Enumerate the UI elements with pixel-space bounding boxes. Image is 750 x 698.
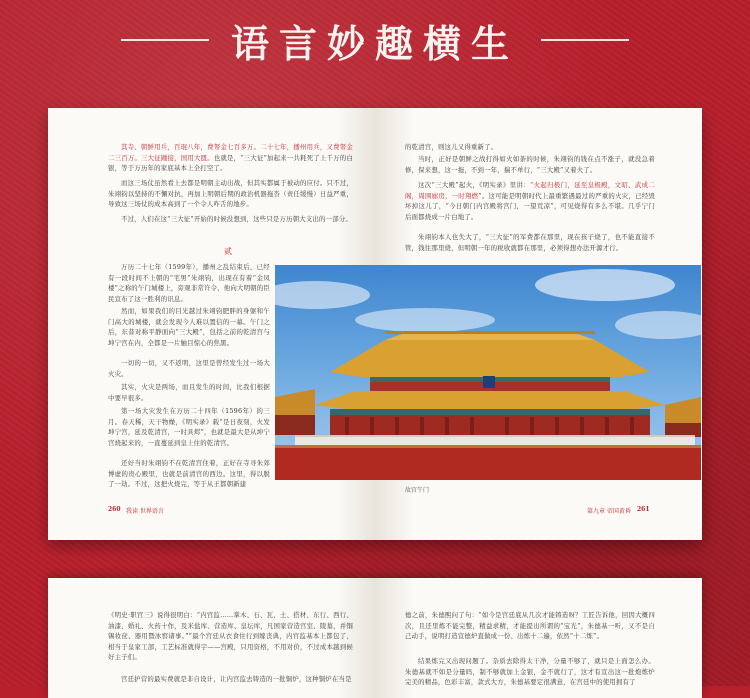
section-number: 贰 — [224, 247, 232, 256]
meridian-gate-photo — [275, 265, 701, 480]
header — [0, 10, 750, 70]
header-right-rule — [541, 39, 629, 41]
paragraph: 朱翊钧本人也失大了，“三大征”的军费都在那里，现在孩子烧了，也不能直接不管，钱往那里烧，但明朝一年的税收就都在那里，必须得想办法开源才行。 — [405, 233, 655, 252]
book-spread-2 — [48, 578, 702, 698]
paragraph: 德之前，朱德熙问了句：“如今是宫廷底从几次才能铸造呀？工匠告诉他，回因大概四次，且还里炼不能完整，精益求精，才能提出所谓的“宝光”，朱德基一听，又不是自己动手，说明打造宣德炉直做成一份、出炼十二遍，依然“十二炼”。 — [405, 611, 655, 641]
paragraph — [108, 142, 353, 174]
running-footer: 我读 世界语言 — [126, 508, 164, 515]
paragraph: 不过，人们在这“三大征”开始的时候没想到，这些只是万历朝大支出的一部分。 — [121, 215, 353, 223]
paragraph-text: 。这可能是明朝时代上最重繁遇最过的严重的火灾，已经毁坏掉这儿了，“今日朝门内宫殿将宫门，一望荒凉”，可见烧得有多么不堪。几乎宁门后面都烧成一片白地了。 — [405, 191, 655, 221]
paragraph — [405, 180, 655, 222]
paragraph: 结果炼完又出现问题了。杂质去除得太干净，分量不够了，就只是上面怎么办。朱德基就不如是分量吗，制不够就加上金银，金不就行了，这才有宣出这一批炮炼炉完美的精品，色彩丰富，款式大方，朱德基要定很满意，在宫廷中的使用拥有了 — [405, 657, 655, 687]
paragraph: 的乾清宫，则这儿又得重新了。 — [405, 143, 498, 151]
palace-illustration — [275, 265, 701, 480]
header-left-rule — [121, 39, 209, 41]
paragraph: 万历二十七年（1599年），播州之乱结束后，已经有一段时间不上朝的“宅男”朱翊钧，出现在有着“金凤楼”之称的午门城楼上，旁观非常许令、他向大明朝的臣民宣布了这一胜利的讯息。 — [108, 263, 270, 303]
paragraph: 一切的一切，又不返明，这里是曾经发生过一场大火灾。 — [108, 359, 270, 378]
paragraph: 《明史·职官三》说得很明白：“内官监……掌木、石、瓦、土、搭材、东行、西行、油漆、婚礼、火药十作，及米盐库、营造库、皇坛库，凡国家营造宫室、陵墓，并铜锡妆奁、器用暨冰窖诸事。””最个宫廷从衣食住行到嫁丧典，内官监基本上都包了，相当于皇家工部，工艺标准就得宇——宫殿，只用资格，不用对价，不过成本越到候好主子们。 — [108, 611, 353, 662]
paragraph: 还好当时朱翊钧不在乾清宫住着，正好在寺寻朱郊博虚的贵心殿里，也就是前清宫的西边。这里，得以脱了一劫。不过，这把火烧完，等于从王都朝新建 — [108, 459, 270, 489]
paragraph: 其实，火灾是两场，而且发生的时间，比我们根据中要早很多。 — [108, 383, 270, 402]
paragraph: 宫廷护营的最实费就是非自设计，让内宫监去铸造的一批铜炉，这种铜炉在当是 — [121, 675, 352, 683]
quote-red: “火起归极门，延至皇极殿，文昭、武成二阁，周围廊房，一时翔燃” — [405, 181, 655, 200]
page-number: 260 — [108, 506, 121, 513]
page-title: 语言妙趣横生 — [230, 21, 519, 66]
left-page — [48, 578, 375, 698]
paragraph: 而这三场仗虽然看上去都是明朝主动出战，但其实都属于被动的应付。只不过，朱翊钧以坚持的不懈对抗，再加上明朝后期的政治机器拖沓（责任缓慢）日益严重，导致这三场仗的成本高到了一个令人咋舌的地步。 — [108, 179, 353, 209]
paragraph: 当时，正好是朝鲜之战打得如火如荼的时候，朱翊钧的钱在点不涨子，就没急着修，保来想，这一拖，不到一年，揣不单行，“三大殿”又着火了。 — [405, 155, 655, 174]
paragraph-text: 这次“三大殿”起火，《明实录》里讲： — [418, 181, 531, 189]
paragraph: 然而，如果我们的目光越过朱翊钧肥胖的身躯和午门高大的城楼，就会发现今人难以置信的一幕。午门之后，东昔对称平静面向“三大殿”，包括之前的乾清宫与坤宁宫在内，全都是一片触目惊心的焦黑。 — [108, 307, 270, 347]
photo-caption: 故宫午门 — [405, 487, 430, 494]
page-number: 261 — [637, 506, 650, 513]
paragraph-text: 也就是，“三大征”加起来一共耗死了上千万的白银，等于万历年的家底基本上全打空了。 — [108, 153, 353, 173]
paragraph: 第一场大灾发生在万历二十四年（1596年）的三月。春天稀，天干物燥，《明实录》载“是日夜刻，火发坤宁宫，延及乾清宫，一时具烬”，也就是最大是从坤宁宫烧起来的，一直蔓延到皇上住的乾清宫。 — [108, 407, 270, 447]
quote-red: 其寺、朝鲜用兵，百琨八年，费帑金七百多万。二十七年，播州用兵，又费帑金二三百万。三大征踵接，国用大匮。 — [108, 143, 353, 162]
running-footer: 第九章 帝国黄昏 — [587, 508, 631, 515]
right-page — [375, 578, 702, 698]
